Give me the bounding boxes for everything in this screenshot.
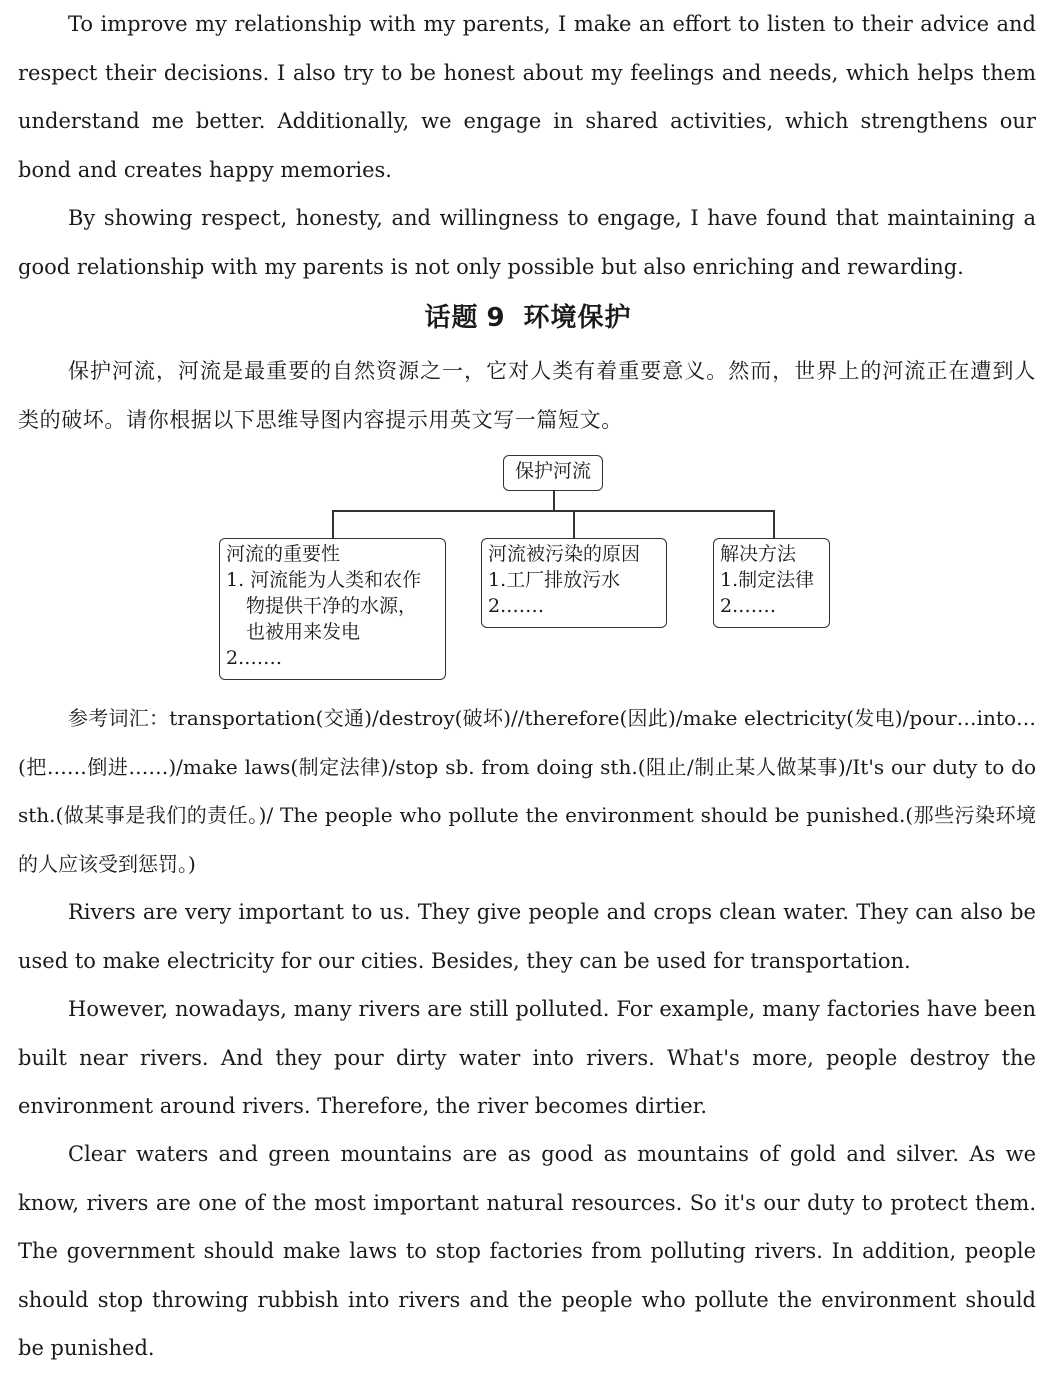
root-label: 保护河流: [514, 460, 591, 482]
writing-prompt: 保护河流，河流是最重要的自然资源之一，它对人类有着重要意义。然而，世界上的河流正在遭到人类的破坏。请你根据以下思维导图内容提示用英文写一篇短文。: [18, 359, 1036, 432]
branch-importance: [219, 538, 446, 680]
branch-solutions-line1: 1.制定法律: [720, 569, 815, 591]
branch-2-connector: [573, 510, 575, 538]
branch-causes-line1: 1.工厂排放污水: [488, 569, 621, 591]
branch-1-connector: [332, 510, 334, 538]
topic-title: 环境保护: [523, 303, 632, 333]
intro-paragraph-2: By showing respect, honesty, and willingness to engage, I have found that maintaining a good relationship with my parents is not only possible but also enriching and rewarding.: [18, 206, 1036, 279]
essay-paragraph-2: However, nowadays, many rivers are still polluted. For example, many factories have been built near rivers. And they pour dirty water into rivers. What's more, people destroy the environment around rivers. Therefore, the river becomes dirtier.: [18, 997, 1036, 1118]
essay-paragraph-1: Rivers are very important to us. They give people and crops clean water. They can also be used to make electricity for our cities. Besides, they can be used for transportation.: [18, 900, 1036, 973]
horizontal-connector: [332, 510, 774, 512]
branch-solutions-line2: 2.……: [720, 595, 777, 617]
intro-paragraph-1: To improve my relationship with my parents, I make an effort to listen to their advice and respect their decisions. I also try to be honest about my feelings and needs, which helps them understand me better. Additionally, we engage in shared activities, which strengthens our bond and creates happy memories.: [18, 12, 1036, 182]
branch-solutions-title: 解决方法: [720, 543, 797, 565]
branch-solutions: [713, 538, 830, 628]
mind-map: [0, 450, 1056, 690]
branch-importance-line4: 2.……: [226, 647, 283, 669]
branch-importance-line1: 1. 河流能为人类和农作: [226, 569, 422, 591]
branch-causes-title: 河流被污染的原因: [488, 543, 641, 565]
vocabulary-reference: 参考词汇：transportation(交通)/destroy(破坏)//therefore(因此)/make electricity(发电)/pour…into…(把……倒进……)/make laws(制定法律)/stop sb. from doing sth.(阻止/制止某人做某事)/It's our duty to do sth.(做某事是我们的责任。)/ The people who pollute the environment should be punished.(那些污染环境的人应该受到惩罚。): [18, 706, 1036, 876]
branch-importance-line2: 物提供干净的水源，: [246, 595, 418, 617]
branch-3-connector: [773, 510, 775, 538]
branch-causes: [481, 538, 667, 628]
branch-importance-title: 河流的重要性: [226, 543, 341, 565]
topic-prefix: 话题: [424, 303, 479, 333]
root-connector: [553, 490, 555, 510]
essay-paragraph-3: Clear waters and green mountains are as good as mountains of gold and silver. As we know, rivers are one of the most important natural resources. So it's our duty to protect them. The government should make laws to stop factories from polluting rivers. In addition, people should stop throwing rubbish into rivers and the people who pollute the environment should be punished.: [18, 1142, 1036, 1360]
topic-number: 9: [486, 303, 506, 333]
branch-causes-line2: 2.……: [488, 595, 545, 617]
branch-importance-line3: 也被用来发电: [246, 621, 361, 643]
mindmap-root: [503, 455, 603, 491]
topic-heading: [0, 296, 1056, 340]
